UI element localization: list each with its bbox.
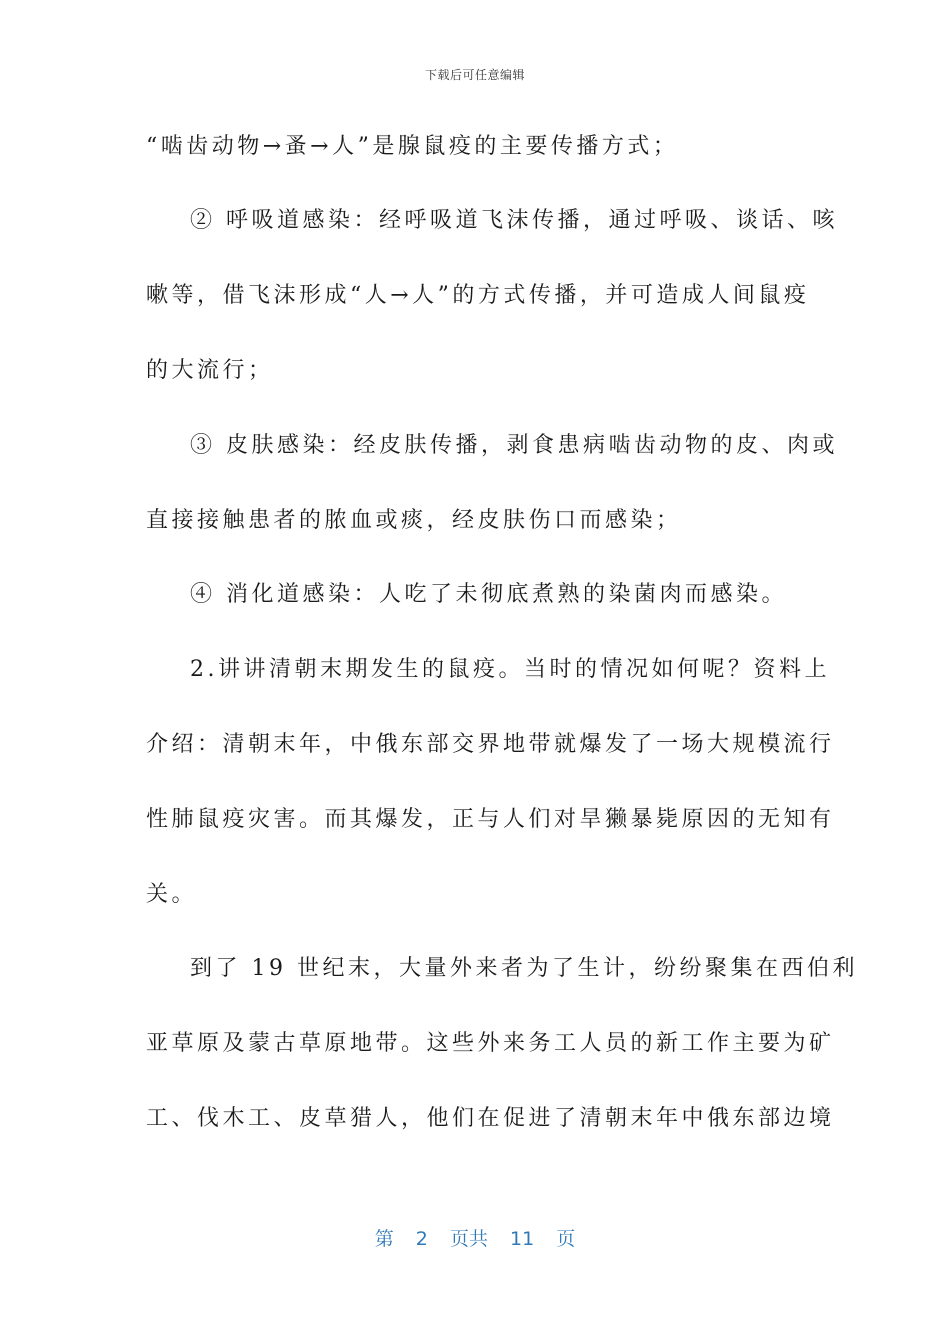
text-line: 工、伐木工、皮草猎人，他们在促进了清朝末年中俄东部边境 bbox=[146, 1106, 835, 1131]
text-line: 性肺鼠疫灾害。而其爆发，正与人们对旱獭暴毙原因的无知有 bbox=[146, 807, 835, 832]
text-line: 亚草原及蒙古草原地带。这些外来务工人员的新工作主要为矿 bbox=[146, 1031, 835, 1056]
page-header: 下载后可任意编辑 bbox=[424, 68, 525, 82]
text-line: ② 呼吸道感染：经呼吸道飞沫传播，通过呼吸、谈话、咳 bbox=[190, 208, 838, 233]
text-line: 到了 19 世纪末，大量外来者为了生计，纷纷聚集在西伯利 bbox=[190, 956, 858, 981]
page-label-prefix: 第 bbox=[374, 1228, 394, 1250]
text-line: ④ 消化道感染：人吃了未彻底煮熟的染菌肉而感染。 bbox=[190, 582, 787, 607]
text-line: 直接接触患者的脓血或痰，经皮肤伤口而感染； bbox=[146, 508, 682, 533]
page-label-suffix: 页 bbox=[556, 1228, 576, 1250]
text-line: ③ 皮肤感染：经皮肤传播，剥食患病啮齿动物的皮、肉或 bbox=[190, 433, 838, 458]
page-label-mid: 页共 bbox=[449, 1228, 488, 1250]
text-line: “啮齿动物→蚤→人”是腺鼠疫的主要传播方式； bbox=[146, 134, 679, 159]
text-line: 关。 bbox=[146, 882, 198, 907]
total-pages-number: 11 bbox=[510, 1228, 535, 1250]
text-line: 的大流行； bbox=[146, 358, 274, 383]
text-line: 介绍：清朝末年，中俄东部交界地带就爆发了一场大规模流行 bbox=[146, 732, 835, 757]
page-footer bbox=[0, 1224, 950, 1251]
text-line: 2.讲讲清朝末期发生的鼠疫。当时的情况如何呢？资料上 bbox=[190, 657, 830, 682]
current-page-number: 2 bbox=[415, 1228, 428, 1250]
text-line: 嗽等，借飞沫形成“人→人”的方式传播，并可造成人间鼠疫 bbox=[146, 283, 810, 308]
